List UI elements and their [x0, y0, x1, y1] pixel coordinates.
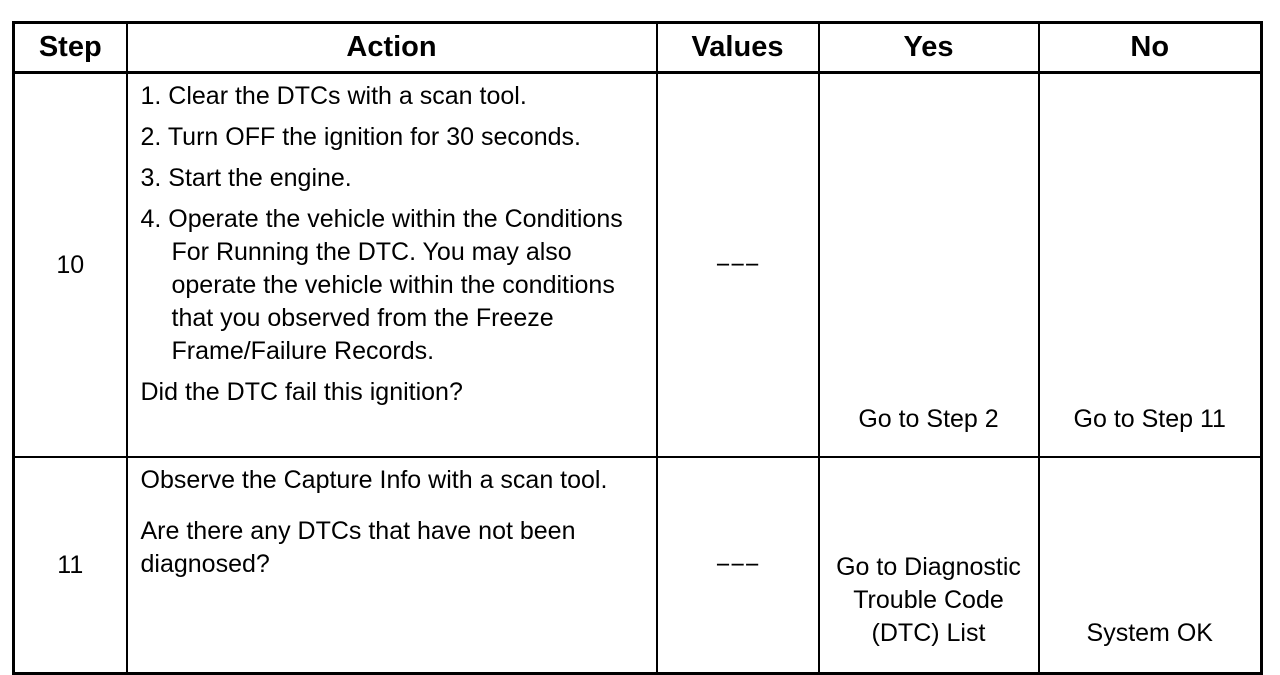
header-no: No — [1039, 23, 1262, 73]
header-row — [14, 23, 1262, 73]
action-cell — [127, 73, 657, 458]
diagnostic-table-wrapper — [12, 21, 1263, 675]
no-cell: System OK — [1039, 457, 1262, 674]
action-step: 3. Start the engine. — [140, 164, 352, 192]
action-text: Observe the Capture Info with a scan tool. — [140, 466, 608, 494]
action-step: 4. Operate the vehicle within the Conditions For Running the DTC. You may also operate the vehicle within the conditions that you observed from the Freeze Frame/Failure Records. — [140, 205, 623, 365]
action-question: Are there any DTCs that have not been diagnosed? — [140, 517, 576, 578]
step-number: 11 — [14, 457, 127, 674]
no-cell: Go to Step 11 — [1039, 73, 1262, 458]
diagnostic-table — [12, 21, 1263, 675]
values-cell: −−− — [657, 73, 819, 458]
action-steps-list — [141, 80, 644, 368]
spacer — [141, 497, 644, 515]
header-step: Step — [14, 23, 127, 73]
action-cell — [127, 457, 657, 674]
yes-cell: Go to Diagnostic Trouble Code (DTC) List — [819, 457, 1039, 674]
header-yes: Yes — [819, 23, 1039, 73]
action-question: Did the DTC fail this ignition? — [140, 378, 463, 406]
action-step: 2. Turn OFF the ignition for 30 seconds. — [140, 123, 582, 151]
action-step: 1. Clear the DTCs with a scan tool. — [140, 82, 527, 110]
yes-cell: Go to Step 2 — [819, 73, 1039, 458]
values-cell: −−− — [657, 457, 819, 674]
step-number: 10 — [14, 73, 127, 458]
header-values: Values — [657, 23, 819, 73]
table-row — [14, 73, 1262, 458]
header-action: Action — [127, 23, 657, 73]
table-row — [14, 457, 1262, 674]
